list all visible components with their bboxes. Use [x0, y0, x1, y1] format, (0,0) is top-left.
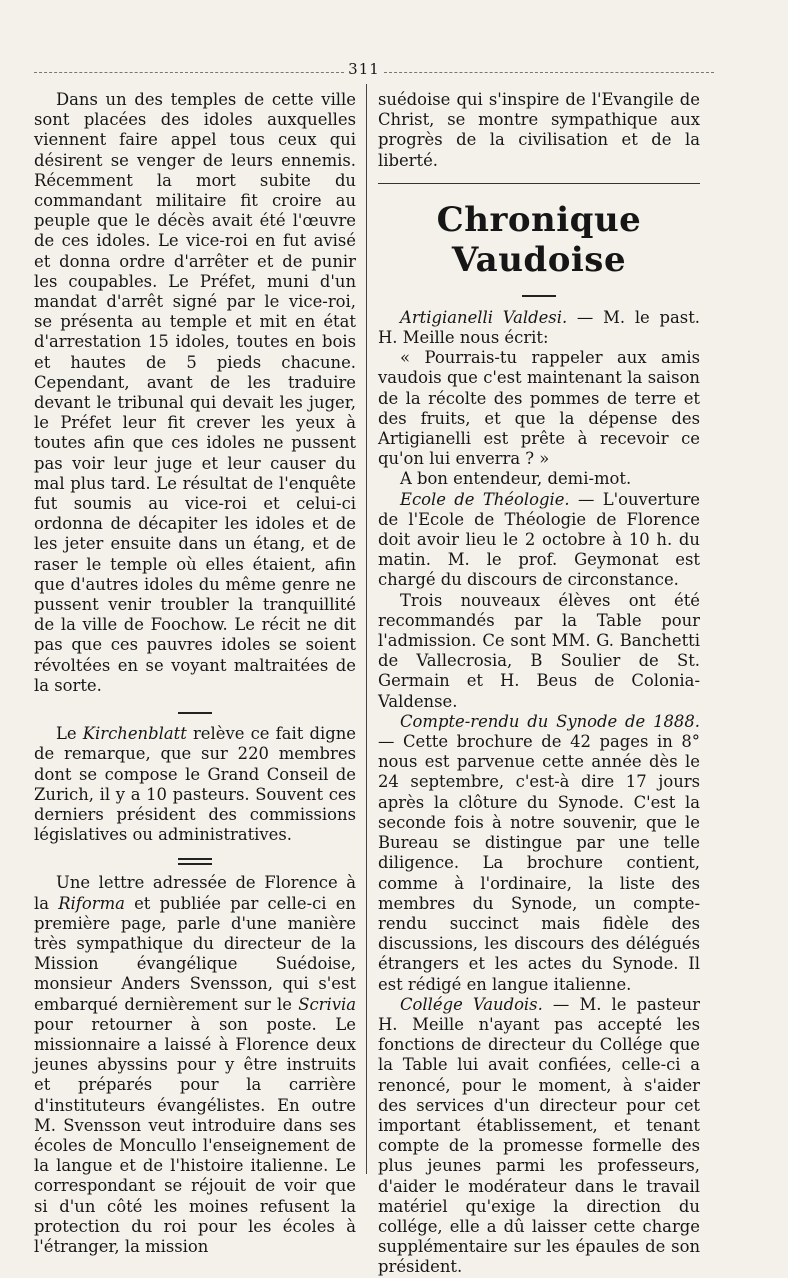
article-idoles-foochow: Dans un des temples de cette ville sont placées des idoles auxquelles viennent faire appel tous ceux qui désirent se venger de leurs ennemis. Récemment la mort subite du commandant militaire fit croire au peuple que le décès avait été l'œuvre de ces idoles. Le vice-roi en fut avisé et donna ordre d'arrêter et de punir les coupables. Le Préfet, muni d'un mandat d'arrêt signé par le vice-roi, se présenta au temple et mit en état d'arrestation 15 idoles, toutes en bois et hautes de 5 pieds chacune. Cependant, avant de les traduire devant le tribunal qui devait les juger, le Préfet leur fit crever les yeux à toutes afin que ces idoles ne pussent pas voir leur juge et leur causer du mal plus tard. Le résultat de l'enquête fut soumis au vice-roi et celui-ci ordonna de décapiter les idoles et de les jeter ensuite dans un étang, et de raser le temple où elles étaient, afin que d'autres idoles du même genre ne pussent venir troubler la tranquillité de la ville de Foochow. Le récit ne dit pas que ces pauvres idoles se soient révoltées en se voyant maltraitées de la sorte.: [34, 90, 356, 695]
article-mission-suedoise: Une lettre adressée de Florence à la Riforma et publiée par celle-ci en première page, parle d'une manière très sympathique du directeur de la Mission évangélique Suédoise, monsieur Anders Svensson, qui s'est embarqué dernièrement sur le Scrivia pour retourner à son poste. Le missionnaire a laissé à Florence deux jeunes abyssins pour y être instruits et préparés pour la carrière d'instituteurs évangélistes. En outre M. Svensson veut introduire dans ses écoles de Moncullo l'enseignement de la langue et de l'histoire italienne. Le correspondant se réjouit de voir que si d'un côté les moines refusent la protection du roi pour les écoles à l'étranger, la mission: [34, 873, 356, 1256]
header-rule-right: [384, 72, 714, 73]
item-compte-rendu: Compte-rendu du Synode de 1888. — Cette brochure de 42 pages in 8° nous est parvenue cette année dès le 24 septembre, c'est-à dire 17 jours après la clôture du Synode. C'est la seconde fois à notre souvenir, que le Bureau se distingue par une telle diligence. La brochure contient, comme à l'ordinaire, la liste des membres du Synode, un compte-rendu succinct mais fidèle des discussions, les discours des délégués étrangers et les actes du Synode. Il est rédigé en langue italienne.: [378, 711, 700, 994]
article-mission-continued: suédoise qui s'inspire de l'Evangile de Christ, se montre sympathique aux progrès de la civilisation et de la liberté.: [378, 90, 700, 170]
section-rule: [378, 183, 700, 184]
scrivia-ship-name: Scrivia: [298, 994, 356, 1014]
item-artigianelli-quote: « Pourrais-tu rappeler aux amis vaudois que c'est maintenant la saison de la récolte des pommes de terre et des fruits, et que la dépense des Artigianelli est prête à recevoir ce qu'on lui enverra ? »: [378, 348, 700, 469]
item-college-vaudois: Collége Vaudois. — M. le pasteur H. Meille n'ayant pas accepté les fonctions de directeur du Collége que la Table lui avait confiées, celle-ci a renoncé, pour le moment, à s'aider des services d'un directeur pour cet important établissement, et tenant compte de la promesse formelle des plus jeunes parmi les professeurs, d'aider le modérateur dans le travail matériel qu'exige la direction du collége, elle a dû laisser cette charge supplémentaire sur les épaules de son président.: [378, 994, 700, 1277]
right-column: [378, 90, 700, 1278]
kirchenblatt-title: Kirchenblatt: [82, 724, 187, 744]
ecole-heading: Ecole de Théologie.: [400, 489, 570, 509]
header-rule-left: [34, 72, 344, 73]
item-ecole-theologie: Ecole de Théologie. — L'ouverture de l'Ecole de Théologie de Florence doit avoir lieu le 2 octobre à 10 h. du matin. M. le prof. Geymonat est chargé du discours de circonstance.: [378, 489, 700, 590]
separator-title: [378, 286, 700, 298]
college-heading: Collége Vaudois.: [400, 994, 543, 1014]
article-kirchenblatt: Le Kirchenblatt relève ce fait digne de remarque, que sur 220 membres dont se compose le Grand Conseil de Zurich, il y a 10 pasteurs. Souvent ces derniers président des commissions législatives ou administratives.: [34, 724, 357, 845]
section-title: Chronique Vaudoise: [436, 199, 642, 280]
item-artigianelli: Artigianelli Valdesi. — M. le past. H. Meille nous écrit:: [378, 307, 700, 348]
separator-single: [34, 702, 356, 714]
artigianelli-heading: Artigianelli Valdesi.: [400, 307, 568, 327]
separator-double: [34, 851, 356, 863]
page-number: 311: [348, 60, 380, 78]
compte-rendu-heading: Compte-rendu du Synode de 1888.: [400, 711, 700, 731]
column-divider: [366, 84, 367, 1174]
item-nouveaux-eleves: Trois nouveaux élèves ont été recommandés par la Table pour l'admission. Ce sont MM. G. Banchetti de Vallecrosia, B Soulier de St. Germain et H. Beus de Colonia-Valdense.: [378, 590, 700, 711]
riforma-title: Riforma: [58, 893, 125, 913]
left-column: [34, 90, 356, 1257]
item-proverb: A bon entendeur, demi-mot.: [400, 469, 632, 489]
